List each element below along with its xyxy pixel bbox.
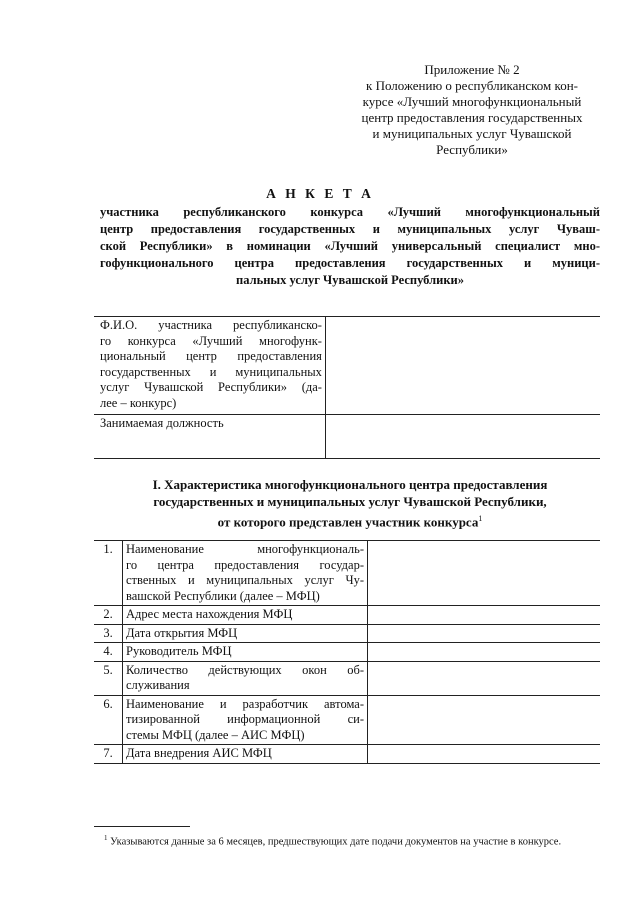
row-number: 6. (94, 695, 123, 745)
label-line: услуг Чувашской Республики» (да- (100, 380, 322, 394)
subtitle-line: ской Республики» в номинации «Лучший универсальный специалист мно- (100, 239, 600, 253)
footnote-reference[interactable]: 1 (478, 514, 483, 523)
participant-name-value[interactable] (325, 317, 600, 415)
label-line: циональный центр предоставления (100, 349, 322, 363)
row-number: 2. (94, 606, 123, 625)
row-number: 5. (94, 661, 123, 695)
table-row (94, 643, 600, 662)
footnote-text: Указываются данные за 6 месяцев, предшествующих дате подачи документов на участие в конкурсе. (110, 836, 562, 848)
table-row (94, 745, 600, 764)
label-line: Занимаемая должность (100, 416, 224, 430)
section-1-title (100, 476, 600, 530)
appendix-header (342, 62, 602, 158)
form-title: А Н К Е Т А (266, 186, 374, 201)
table-row (94, 606, 600, 625)
table-row (94, 541, 600, 606)
row-label (123, 745, 368, 764)
label-line: Дата внедрения АИС МФЦ (126, 746, 272, 760)
row-value[interactable] (368, 624, 601, 643)
table-row (94, 624, 600, 643)
row-label (123, 695, 368, 745)
label-line: стемы МФЦ (далее – АИС МФЦ) (126, 727, 305, 742)
section-title-line: государственных и муниципальных услуг Чувашской Республики, (153, 494, 547, 509)
section-title-line (100, 510, 600, 530)
row-number: 7. (94, 745, 123, 764)
row-value[interactable] (368, 541, 601, 606)
row-label (123, 624, 368, 643)
label-line: Количество действующих окон об- (126, 662, 364, 677)
label-line: Наименование и разработчик автома- (126, 696, 364, 711)
footnote-divider (94, 826, 190, 827)
participant-name-label (94, 317, 325, 415)
label-line: служивания (126, 678, 190, 692)
subtitle-line: пальных услуг Чувашской Республики» (236, 273, 464, 287)
row-number: 4. (94, 643, 123, 662)
section-title-text: от которого представлен участник конкурса (217, 514, 479, 530)
row-value[interactable] (368, 745, 601, 764)
row-value[interactable] (368, 695, 601, 745)
label-line: Дата открытия МФЦ (126, 625, 238, 640)
label-line: Руководитель МФЦ (126, 644, 232, 658)
row-value[interactable] (368, 643, 601, 662)
footnote (104, 832, 604, 849)
label-line: Наименование многофункциональ- (126, 542, 364, 556)
table-row (94, 415, 600, 459)
appendix-line: курсе «Лучший многофункциональный (362, 94, 582, 109)
subtitle-line: гофункционального центра предоставления государственных и муници- (100, 256, 600, 270)
subtitle-line: центр предоставления государственных и муниципальных услуг Чуваш- (100, 222, 600, 236)
row-number: 3. (94, 624, 123, 643)
row-value[interactable] (368, 661, 601, 695)
section-title-line: I. Характеристика многофункционального центра предоставления (152, 477, 548, 492)
label-line: ственных и муниципальных услуг Чу- (126, 573, 364, 587)
appendix-line: центр предоставления государственных (361, 110, 583, 125)
label-line: го конкурса «Лучший многофунк- (100, 333, 322, 348)
appendix-line: Республики» (436, 142, 508, 157)
table-row (94, 661, 600, 695)
participant-table (94, 316, 600, 459)
position-value[interactable] (325, 415, 600, 459)
label-line: государственных и муниципальных (100, 364, 322, 379)
label-line: лее – конкурс) (100, 395, 177, 410)
position-label (94, 415, 325, 459)
row-value[interactable] (368, 606, 601, 625)
table-row (94, 695, 600, 745)
label-line: вашской Республики (далее – МФЦ) (126, 588, 320, 603)
label-line: Ф.И.О. участника республиканско- (100, 318, 322, 332)
footnote-mark: 1 (104, 834, 108, 842)
form-subtitle (100, 204, 600, 289)
label-line: го центра предоставления государ- (126, 557, 364, 572)
row-label (123, 606, 368, 625)
row-label (123, 661, 368, 695)
mfc-table (94, 540, 600, 764)
row-label (123, 541, 368, 606)
row-label (123, 643, 368, 662)
appendix-line: к Положению о республиканском кон- (366, 78, 578, 93)
label-line: тизированной информационной си- (126, 712, 364, 726)
subtitle-line: участника республиканского конкурса «Лучший многофункциональный (100, 205, 600, 219)
appendix-line: и муниципальных услуг Чувашской (372, 126, 572, 141)
table-row (94, 317, 600, 415)
row-number: 1. (94, 541, 123, 606)
label-line: Адрес места нахождения МФЦ (126, 607, 293, 621)
appendix-line: Приложение № 2 (424, 62, 520, 77)
